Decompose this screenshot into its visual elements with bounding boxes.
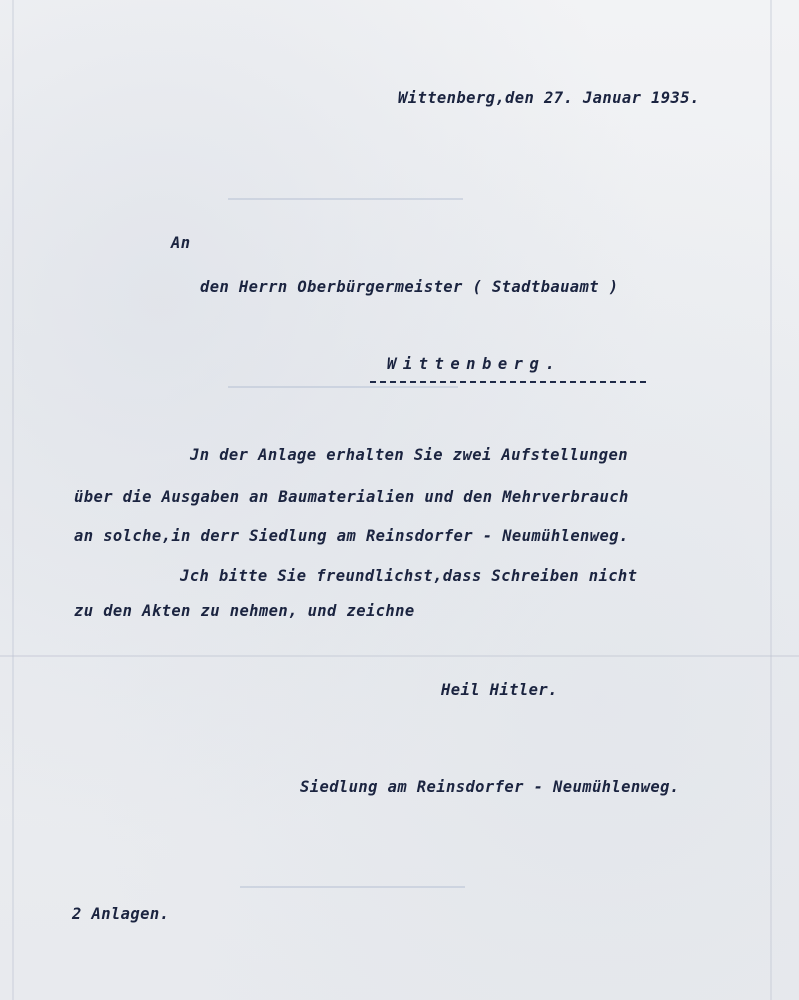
place-date: Wittenberg,den 27. Januar 1935. — [398, 89, 700, 107]
closing: Heil Hitler. — [441, 681, 558, 699]
bleed-through-line — [228, 198, 463, 200]
body-line: über die Ausgaben an Baumaterialien und den Mehrverbrauch — [74, 488, 629, 506]
body-line: Jn der Anlage erhalten Sie zwei Aufstellungen — [190, 446, 628, 464]
bleed-through-line — [240, 886, 465, 888]
signature: Siedlung am Reinsdorfer - Neumühlenweg. — [300, 778, 680, 796]
recipient-city: Wittenberg. — [387, 355, 562, 373]
body-line: zu den Akten zu nehmen, und zeichne — [74, 602, 415, 620]
bleed-through-line — [228, 386, 458, 388]
city-underline — [370, 381, 646, 383]
body-line: an solche,in derr Siedlung am Reinsdorfer - Neumühlenweg. — [74, 527, 629, 545]
recipient-prefix: An — [171, 234, 191, 252]
paper-edge — [770, 0, 772, 1000]
paper-fold — [0, 655, 799, 657]
recipient-name: den Herrn Oberbürgermeister ( Stadtbauamt ) — [200, 278, 619, 296]
body-line: Jch bitte Sie freundlichst,dass Schreiben nicht — [180, 567, 638, 585]
paper-edge — [12, 0, 14, 1000]
enclosures: 2 Anlagen. — [72, 905, 170, 923]
